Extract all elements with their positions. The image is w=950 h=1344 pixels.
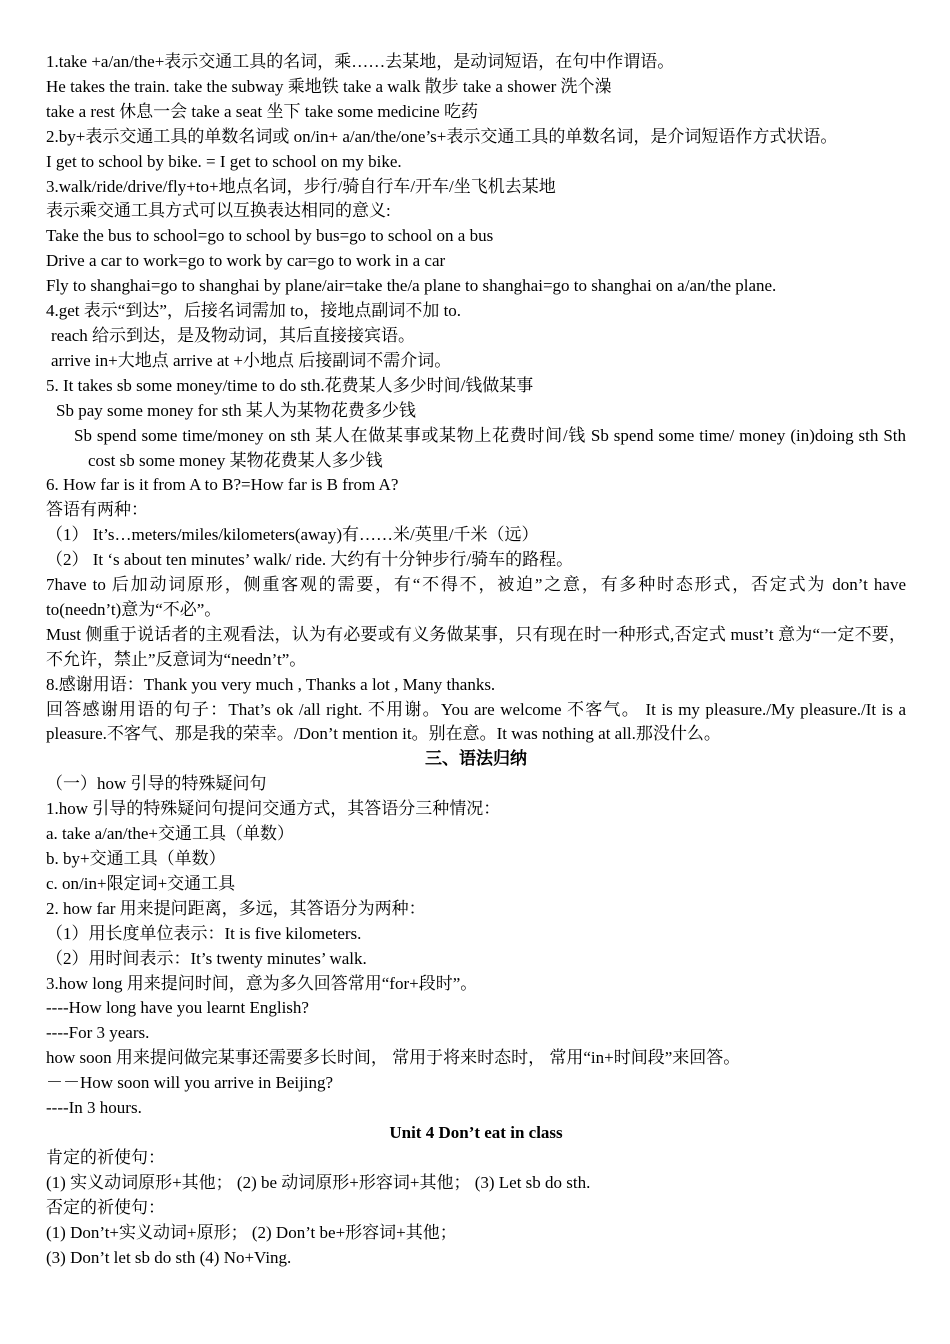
- example-car: Drive a car to work=go to work by car=go to work in a car: [46, 251, 446, 271]
- para-interchange: 表示乘交通工具方式可以互换表达相同的意义:: [46, 201, 391, 221]
- item-c: c. on/in+限定词+交通工具: [46, 873, 236, 893]
- para-thanks: 8.感谢用语：Thank you very much , Thanks a lot , Many thanks.: [46, 674, 496, 694]
- item-b: b. by+交通工具（单数）: [46, 849, 226, 868]
- para-how-transport: 1.how 引导的特殊疑问句提问交通方式，其答语分三种情况：: [46, 799, 501, 819]
- para-arrive: arrive in+大地点 arrive at +小地点 后接副词不需介词。: [51, 350, 452, 370]
- para-two-answers: 答语有两种：: [46, 500, 148, 520]
- negative-imperative-heading: 否定的祈使句：: [46, 1197, 165, 1217]
- para-take-vehicle: 1.take +a/an/the+表示交通工具的名词，乘……去某地，是动词短语，在句中作谓语。: [46, 52, 675, 71]
- affirmative-imperative-forms: (1) 实义动词原形+其他； (2) be 动词原形+形容词+其他； (3) Let sb do sth.: [46, 1172, 591, 1192]
- para-spend-cost: Sb spend some time/money on sth 某人在做某事或某物上花费时间/钱 Sb spend some time/ money (in)doing sth Sth cost sb some money 某物花费某人多少钱: [74, 425, 906, 470]
- para-by-vehicle: 2.by+表示交通工具的单数名词或 on/in+ a/an/the/one’s+表示交通工具的单数名词，是介词短语作方式状语。: [46, 126, 838, 146]
- example-take-phrases-2: take a rest 休息一会 take a seat 坐下 take some medicine 吃药: [46, 101, 478, 121]
- item-length-unit: （1）用长度单位表示：It is five kilometers.: [46, 923, 362, 943]
- para-have-to: 7have to 后加动词原形，侧重客观的需要，有“不得不，被迫”之意，有多种时态形式，否定式为 don’t have to(needn’t)意为“不必”。: [46, 575, 906, 619]
- answer-2: （2） It ‘s about ten minutes’ walk/ ride. 大约有十分钟步行/骑车的路程。: [46, 550, 574, 570]
- example-bus: Take the bus to school=go to school by bus=go to school on a bus: [46, 226, 494, 246]
- item-time-unit: （2）用时间表示：It’s twenty minutes’ walk.: [46, 948, 367, 968]
- example-take-phrases: He takes the train. take the subway 乘地铁 take a walk 散步 take a shower 洗个澡: [46, 76, 612, 96]
- unit-4-heading: Unit 4 Don’t eat in class: [389, 1122, 563, 1142]
- affirmative-imperative-heading: 肯定的祈使句：: [46, 1147, 165, 1167]
- dialog-how-soon-a: ----In 3 hours.: [46, 1098, 142, 1118]
- subsection-how: （一）how 引导的特殊疑问句: [46, 774, 267, 794]
- para-pay: Sb pay some money for sth 某人为某物花费多少钱: [56, 400, 416, 420]
- dialog-how-long-a: ----For 3 years.: [46, 1023, 150, 1043]
- para-get: 4.get 表示“到达”，后接名词需加 to，接地点副词不加 to.: [46, 301, 462, 321]
- negative-imperative-forms-1: (1) Don’t+实义动词+原形； (2) Don’t be+形容词+其他；: [46, 1222, 457, 1242]
- document-page: [46, 50, 906, 1270]
- para-reach: reach 给示到达，是及物动词，其后直接接宾语。: [51, 325, 416, 345]
- para-must: Must 侧重于说话者的主观看法，认为有必要或有义务做某事，只有现在时一种形式,否定式 must’t 意为“一定不要，不允许，禁止”反意词为“needn’t”。: [46, 624, 906, 669]
- negative-imperative-forms-2: (3) Don’t let sb do sth (4) No+Ving.: [46, 1247, 292, 1267]
- dialog-how-soon-q: －－How soon will you arrive in Beijing?: [46, 1073, 334, 1093]
- dialog-how-long-q: ----How long have you learnt English?: [46, 998, 309, 1018]
- section-grammar-heading: 三、语法归纳: [425, 749, 527, 769]
- para-how-long: 3.how long 用来提问时间，意为多久回答常用“for+段时”。: [46, 973, 478, 993]
- item-a: a. take a/an/the+交通工具（单数）: [46, 824, 295, 844]
- para-how-far-distance: 2. how far 用来提问距离，多远，其答语分为两种：: [46, 898, 426, 918]
- para-it-takes: 5. It takes sb some money/time to do sth.花费某人多少时间/钱做某事: [46, 375, 534, 395]
- answer-1: （1） It’s…meters/miles/kilometers(away)有……米/英里/千米（远）: [46, 525, 539, 545]
- example-by-bike: I get to school by bike. = I get to school on my bike.: [46, 151, 402, 171]
- para-walk-ride-drive: 3.walk/ride/drive/fly+to+地点名词，步行/骑自行车/开车/坐飞机去某地: [46, 176, 556, 196]
- para-how-soon: how soon 用来提问做完某事还需要多长时间， 常用于将来时态时， 常用“in+时间段”来回答。: [46, 1048, 741, 1068]
- para-how-far: 6. How far is it from A to B?=How far is B from A?: [46, 475, 399, 495]
- para-reply-thanks: 回答感谢用语的句子：That’s ok /all right. 不用谢。You are welcome 不客气。 It is my pleasure./My pleasure./It is a pleasure.不客气、那是我的荣幸。/Don’t mention it。别在意。It was nothing at all.那没什么。: [46, 699, 906, 744]
- example-plane: Fly to shanghai=go to shanghai by plane/air=take the/a plane to shanghai=go to shanghai on a/an/the plane.: [46, 276, 777, 296]
